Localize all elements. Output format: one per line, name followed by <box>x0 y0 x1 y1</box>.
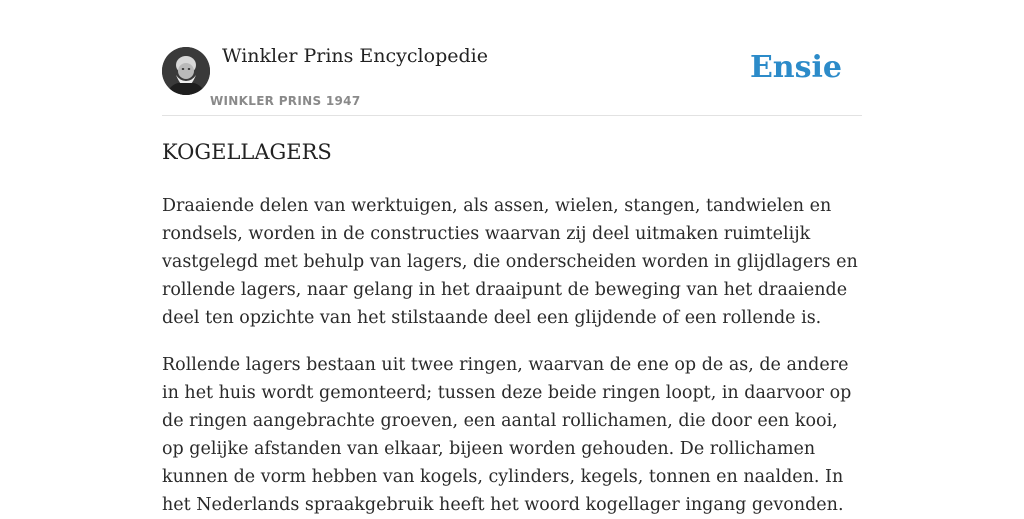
source-subtitle[interactable]: WINKLER PRINS 1947 <box>210 94 361 108</box>
page <box>162 0 862 515</box>
bearded-man-portrait-icon <box>162 47 210 95</box>
source-avatar[interactable] <box>162 47 210 95</box>
source-title[interactable]: Winkler Prins Encyclopedie <box>222 45 488 67</box>
article-paragraph-1: Draaiende delen van werktuigen, als assen, wielen, stangen, tandwielen en rondsels, worden in de constructies waarvan zij deel uitmaken ruimtelijk vastgelegd met behulp van lagers, die onderscheiden worden in glijdlagers en rollende lagers, naar gelang in het draaipunt de beweging van het draaiende deel ten opzichte van het stilstaande deel een glijdende of een rollende is. <box>162 196 858 328</box>
article-paragraph-2: Rollende lagers bestaan uit twee ringen, waarvan de ene op de as, de andere in het huis wordt gemonteerd; tussen deze beide ringen loopt, in daarvoor op de ringen aangebrachte groeven, een aantal rollichamen, die door een kooi, op gelijke afstanden van elkaar, bijeen worden gehouden. De rollichamen kunnen de vorm hebben van kogels, cylinders, kegels, tonnen en naalden. In het Nederlands spraakgebruik heeft het woord kogellager ingang gevonden. <box>162 355 852 515</box>
ensie-logo[interactable]: Ensie <box>749 50 842 85</box>
header-divider <box>162 115 862 116</box>
article-title: KOGELLAGERS <box>162 140 332 164</box>
